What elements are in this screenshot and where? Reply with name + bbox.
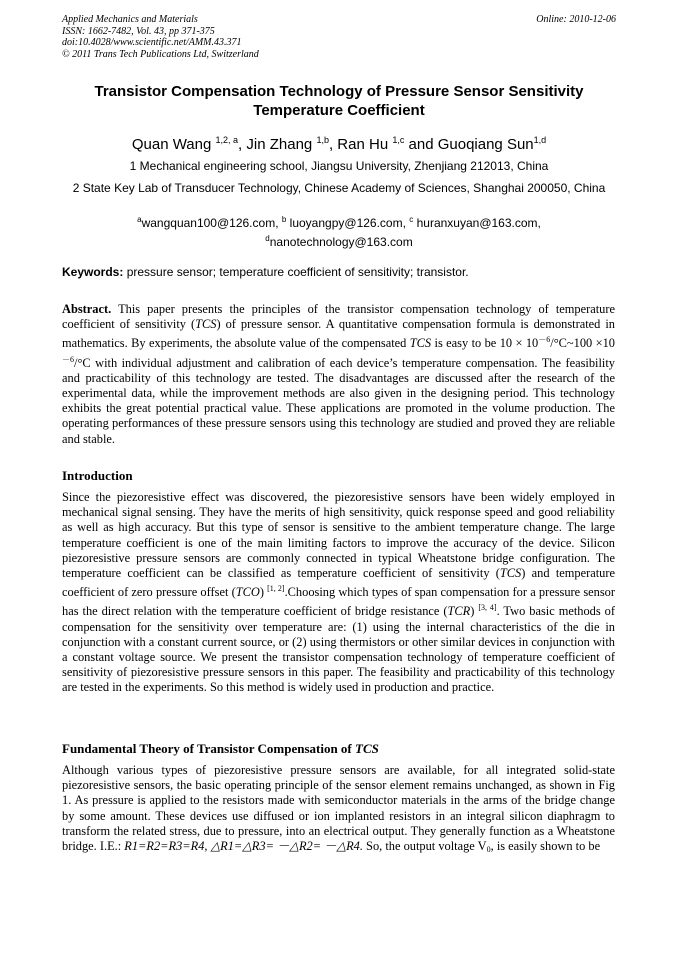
author-affil-mark: 1,2, a — [215, 135, 239, 145]
subscript: 0 — [486, 845, 491, 855]
author-list: Quan Wang $^{1,2, a}$, Jin Zhang $^{1,b}$, Ran Hu $^{1,c}$ and Guoqiang Sun$^{1,d}$ — [131, 135, 547, 153]
journal-header — [62, 14, 259, 60]
text-run: ) and temperature coefficient of zero pressure offset ( — [62, 566, 615, 600]
email-link[interactable]: luoyangpy@126.com, — [289, 216, 406, 230]
author-name: Guoqiang Sun — [437, 136, 534, 153]
email-mark: d — [265, 234, 270, 243]
italic-term: TCO — [235, 585, 260, 600]
online-date: Online: 2010-12-06 — [536, 14, 616, 25]
section-heading-introduction: Introduction — [62, 468, 133, 483]
italic-term: TCS — [499, 566, 522, 581]
citation[interactable]: [3, 4] — [478, 603, 497, 613]
italic-term: TCS — [355, 741, 379, 756]
email-mark: b — [281, 215, 287, 224]
paper-title: Transistor Compensation Technology of Pressure Sensor Sensitivity Temperature Coefficient — [94, 83, 584, 119]
copyright-line: © 2011 Trans Tech Publications Ltd, Switzerland — [62, 48, 259, 60]
email-mark: c — [409, 215, 414, 224]
author-and: and — [408, 136, 434, 153]
text-run: , is easily shown to be — [490, 839, 601, 854]
citation[interactable]: [1, 2] — [267, 584, 285, 594]
keywords — [62, 265, 616, 280]
email-link[interactable]: huranxuyan@163.com, — [416, 216, 541, 230]
italic-term: TCS — [409, 336, 432, 351]
doi-line: doi:10.4028/www.scientific.net/AMM.43.371 — [62, 37, 242, 48]
journal-name: Applied Mechanics and Materials — [62, 14, 198, 25]
affiliation-1: 1 Mechanical engineering school, Jiangsu University, Zhenjiang 212013, China — [129, 159, 549, 173]
text-run: Although various types of piezoresistive pressure sensors are available, for all integrated solid-state piezoresistive sensors, the basic operating principle of the sensor element remains unchanged, as shown in Fig 1. As pressure is applied to the resistors made with semiconductor materials in the arms of the bridge change by some amount. These devices use diffused or ion implanted resistors in an integral silicon diaphragm to transform the related stress, due to pressure, into an electrical output. They generally function as a Wheatstone bridge. I.E.: — [62, 763, 615, 854]
superscript: －6 — [62, 354, 74, 364]
keywords-label: Keywords: — [62, 265, 124, 279]
italic-term: TCS — [195, 317, 217, 332]
email-link[interactable]: wangquan100@126.com, — [141, 216, 279, 230]
affiliation-2: 2 State Key Lab of Transducer Technology, Chinese Academy of Sciences, Shanghai 200050, China — [72, 181, 606, 195]
text-run: /°C~100 ×10 — [550, 336, 615, 351]
text-run: /°C with individual adjustment and calibration of each device’s temperature compensation. The feasibility and practicability of this technology are tested. The disadvantages are discussed after the research of the experimental data, while the improvement methods are also given in the designing period. This technology exhibits the great potential practical value. These applications are promoted in the volume production. The operating performances of these pressure sensors using this technology are studied and proved they are reliable and stable. — [62, 355, 615, 446]
author-name: Jin Zhang — [246, 136, 313, 153]
email-mark: a — [137, 215, 142, 224]
author-name: Quan Wang — [131, 136, 212, 153]
author-name: Ran Hu — [337, 136, 389, 153]
text-run: Since the piezoresistive effect was discovered, the piezoresistive sensors have been widely employed in mechanical signal sensing. They have the merits of high sensitivity, quick response speed and good reliability as well as high accuracy. But this type of sensor is sensitive to the ambient temperature change. The large temperature coefficient is one of the main limiting factors to improve the accuracy of the device. Silicon piezoresistive pressure sensors are commonly connected in typical Wheatstone bridge configuration. The temperature coefficient can be classified as temperature coefficient of sensitivity ( — [62, 490, 615, 581]
inline-equation: R1=R2=R3=R4, △R1=△R3= －△R2= －△R4. — [124, 839, 363, 854]
abstract-label: Abstract. — [62, 302, 112, 316]
text-run: ) — [470, 604, 479, 619]
author-affil-mark: 1,d — [533, 135, 547, 145]
fundamental-paragraph — [62, 763, 615, 857]
text-run: . Two basic methods of compensation for the sensitivity over temperature are: (1) using the internal characteristics of the die in conjunction with a constant current source, or (2) using thermistors or other similar devices in conjunction with a constant voltage source. We present the transistor compensation technology of temperature coefficient of sensitivity of piezoresistive pressure sensors in this paper. The feasibility and practicability of this technology are tested in the experiments. So this method is widely used in production and practice. — [62, 604, 615, 695]
text-run: This paper presents the principles of the transistor compensation technology of temperature coefficient of sensitivity ( — [62, 302, 616, 332]
email-link[interactable]: nanotechnology@163.com — [269, 235, 413, 249]
text-run: is easy to be 10 × 10 — [431, 336, 539, 351]
author-affil-mark: 1,b — [316, 135, 329, 145]
introduction-paragraph — [62, 490, 615, 696]
text-run: ) of pressure sensor. A quantitative compensation formula is demonstrated in mathematics. By experiments, the absolute value of the compensated — [62, 317, 615, 351]
text-run: So, the output voltage V — [362, 839, 487, 854]
superscript: －6 — [538, 335, 551, 345]
text-run: .Choosing which types of span compensation for a pressure sensor has the direct relation with the temperature coefficient of bridge resistance ( — [62, 585, 616, 619]
author-affil-mark: 1,c — [392, 135, 405, 145]
issn-line: ISSN: 1662-7482, Vol. 43, pp 371-375 — [62, 25, 215, 37]
keywords-text: pressure sensor; temperature coefficient of sensitivity; transistor. — [126, 265, 469, 279]
section-heading-fundamental-theory — [62, 741, 379, 757]
text-run: ) — [259, 585, 268, 600]
heading-text: Fundamental Theory of Transistor Compensation of — [62, 741, 356, 756]
abstract-paragraph — [62, 302, 615, 447]
author-emails — [62, 212, 616, 250]
italic-term: TCR — [447, 604, 471, 619]
